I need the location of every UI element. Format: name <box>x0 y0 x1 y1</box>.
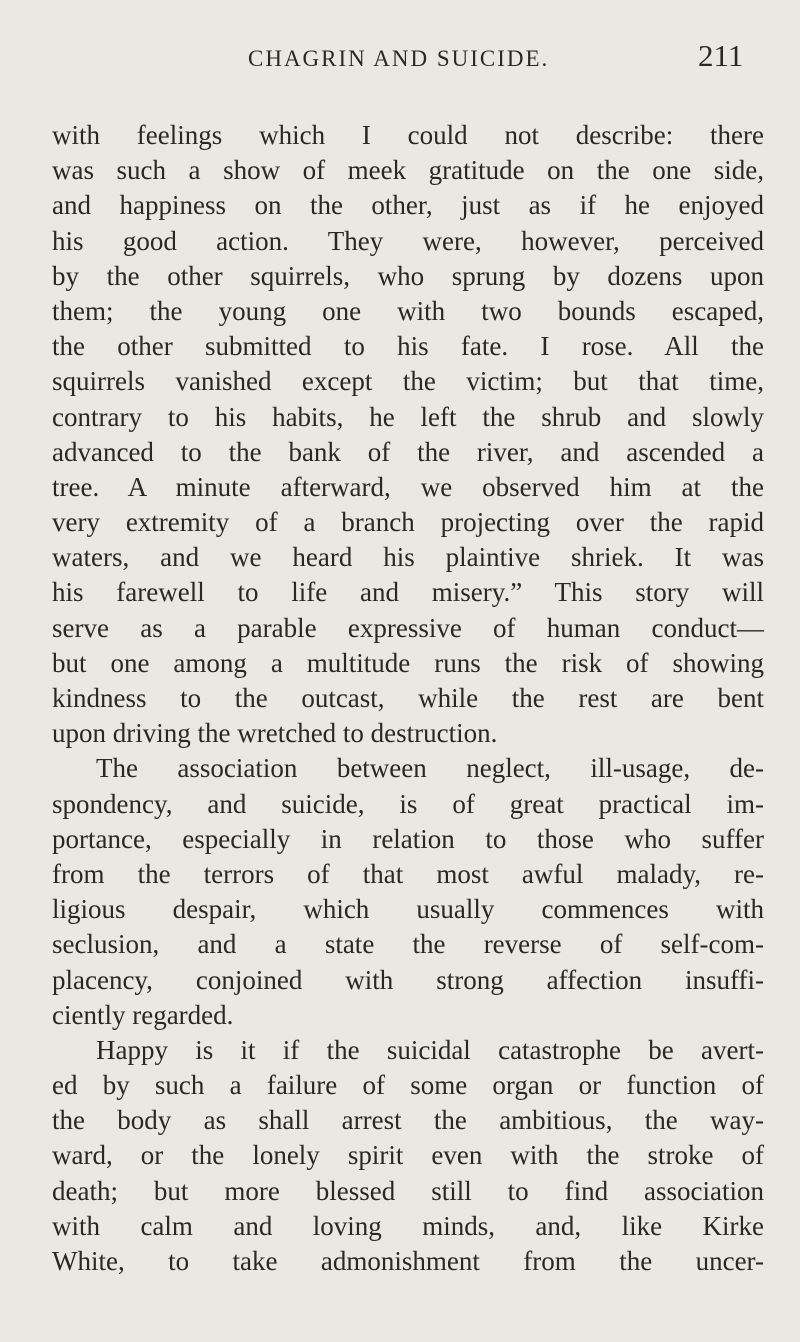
text-line: ed by such a failure of some organ or function of <box>52 1070 764 1101</box>
text-line: kindness to the outcast, while the rest are bent <box>52 683 764 713</box>
paragraph-start-line: The association between neglect, ill-usage, de- <box>96 753 764 784</box>
text-line: and happiness on the other, just as if he enjoyed <box>52 190 764 221</box>
text-line: squirrels vanished except the victim; but that time, <box>52 366 764 397</box>
running-title: CHAGRIN AND SUICIDE. <box>248 46 550 71</box>
text-line: his good action. They were, however, perceived <box>52 225 764 256</box>
text-line: portance, especially in relation to those who suffer <box>52 823 764 854</box>
text-line: ward, or the lonely spirit even with the stroke of <box>52 1140 764 1171</box>
text-line: waters, and we heard his plaintive shriek. It was <box>52 542 764 573</box>
text-line: spondency, and suicide, is of great practical im- <box>52 788 764 819</box>
text-line: serve as a parable expressive of human conduct— <box>52 612 764 643</box>
text-line: with feelings which I could not describe: there <box>52 120 764 150</box>
text-line: seclusion, and a state the reverse of self-com- <box>52 929 764 960</box>
text-line: the body as shall arrest the ambitious, the way- <box>52 1105 764 1136</box>
text-line: was such a show of meek gratitude on the one side, <box>52 155 764 186</box>
text-line: by the other squirrels, who sprung by dozens upon <box>52 260 764 291</box>
text-line: advanced to the bank of the river, and ascended a <box>52 436 764 467</box>
text-line: them; the young one with two bounds escaped, <box>52 295 764 326</box>
text-line: tree. A minute afterward, we observed him at the <box>52 471 764 502</box>
text-line: very extremity of a branch projecting over the rapid <box>52 507 764 538</box>
text-line: White, to take admonishment from the uncer- <box>52 1246 764 1276</box>
text-line: ligious despair, which usually commences with <box>52 894 764 925</box>
paragraph-end-line: ciently regarded. <box>52 999 234 1030</box>
text-line: death; but more blessed still to find association <box>52 1175 764 1206</box>
text-line: with calm and loving minds, and, like Kirke <box>52 1210 764 1241</box>
text-line: from the terrors of that most awful malady, re- <box>52 858 764 889</box>
text-line: placency, conjoined with strong affection insuffi- <box>52 964 764 995</box>
text-line: but one among a multitude runs the risk of showing <box>52 647 764 678</box>
paragraph-start-line: Happy is it if the suicidal catastrophe be avert- <box>96 1034 764 1065</box>
page-number: 211 <box>698 38 744 73</box>
body-text <box>52 118 764 1279</box>
text-line: the other submitted to his fate. I rose. All the <box>52 331 764 362</box>
text-line: his farewell to life and misery.” This story will <box>52 577 764 608</box>
paragraph-end-line: upon driving the wretched to destruction. <box>52 718 498 749</box>
text-line: contrary to his habits, he left the shrub and slowly <box>52 401 764 432</box>
